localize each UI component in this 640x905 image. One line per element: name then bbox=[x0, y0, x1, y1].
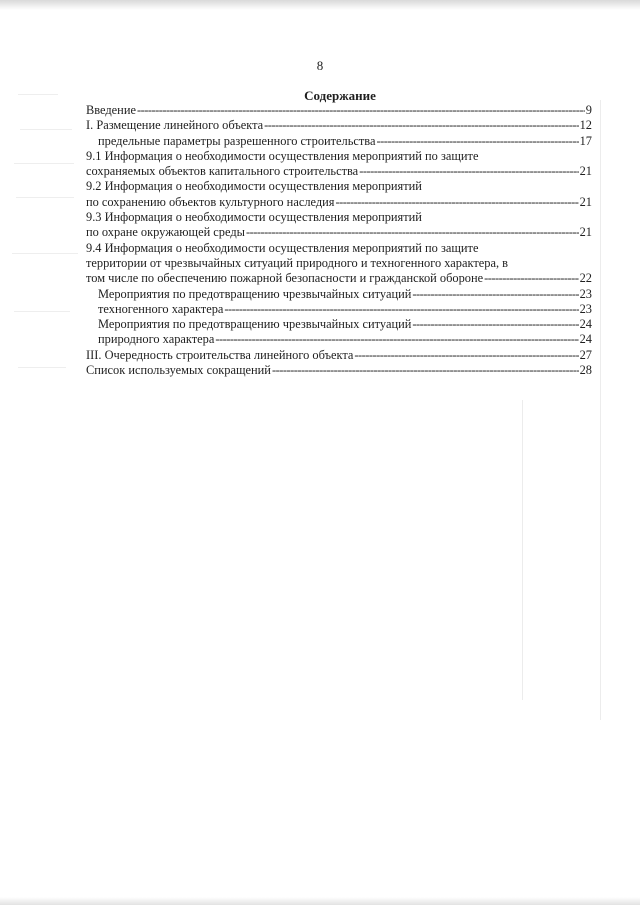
toc-entry-text: 9.1 Информация о необходимости осуществления мероприятий по защите bbox=[86, 148, 479, 163]
toc-entry-page: 23 bbox=[579, 301, 592, 316]
toc-dot-leader bbox=[137, 103, 585, 118]
toc-entry bbox=[86, 179, 592, 194]
toc-entry-page: 21 bbox=[579, 164, 592, 179]
toc-entry-text: том числе по обеспечению пожарной безопасности и гражданской обороне bbox=[86, 271, 484, 286]
toc-dot-leader bbox=[335, 195, 578, 210]
toc-entry-page: 27 bbox=[579, 347, 592, 362]
toc-entry-text: территории от чрезвычайных ситуаций природного и техногенного характера, в bbox=[86, 255, 509, 270]
toc-entry-page: 24 bbox=[579, 317, 592, 332]
toc-dot-leader bbox=[354, 348, 578, 363]
toc-entry-text: по сохранению объектов культурного наследия bbox=[86, 194, 335, 209]
toc-entry bbox=[86, 103, 592, 118]
toc-entry-page: 9 bbox=[585, 103, 592, 117]
toc-entry bbox=[86, 348, 592, 363]
bleed-through-line bbox=[600, 100, 601, 720]
toc-dot-leader bbox=[272, 363, 579, 378]
toc-entry-text: 9.4 Информация о необходимости осуществления мероприятий по защите bbox=[86, 240, 479, 255]
toc-entry bbox=[86, 210, 592, 225]
toc-dot-leader bbox=[377, 134, 579, 149]
toc-entry-page: 12 bbox=[579, 118, 592, 133]
toc-entry-page: 28 bbox=[579, 363, 592, 378]
toc-entry bbox=[86, 332, 592, 347]
toc-entry bbox=[86, 256, 592, 271]
bleed-through-mark bbox=[16, 197, 74, 198]
toc-entry bbox=[86, 317, 592, 332]
toc-entry-page: 17 bbox=[579, 133, 592, 148]
toc-dot-leader bbox=[359, 164, 578, 179]
toc-dot-leader bbox=[484, 271, 579, 286]
toc-entry bbox=[86, 195, 592, 210]
toc-entry-text: сохраняемых объектов капитального строительства bbox=[86, 164, 359, 179]
toc-entry-text: 9.3 Информация о необходимости осуществления мероприятий bbox=[86, 210, 422, 225]
toc-entry bbox=[86, 241, 592, 256]
bleed-through-mark bbox=[20, 129, 72, 130]
toc-entry bbox=[86, 118, 592, 133]
toc-dot-leader bbox=[264, 118, 578, 133]
toc-dot-leader bbox=[412, 287, 578, 302]
toc-entry-text: I. Размещение линейного объекта bbox=[86, 118, 264, 133]
toc-entry-text: предельные параметры разрешенного строительства bbox=[98, 133, 376, 148]
toc-entry-text: Список используемых сокращений bbox=[86, 363, 271, 378]
toc-dot-leader bbox=[224, 302, 578, 317]
toc-dot-leader bbox=[215, 332, 578, 347]
toc-entry-text: техногенного характера bbox=[98, 301, 224, 316]
toc-entry-text: 9.2 Информация о необходимости осуществления мероприятий bbox=[86, 179, 422, 194]
toc-entry-text: III. Очередность строительства линейного объекта bbox=[86, 347, 354, 362]
page-number: 8 bbox=[316, 58, 324, 73]
bleed-through-mark bbox=[14, 163, 74, 164]
toc-entry-text: Мероприятия по предотвращению чрезвычайных ситуаций bbox=[98, 317, 412, 332]
toc-entry bbox=[86, 225, 592, 240]
toc-entry-text: Введение bbox=[86, 103, 136, 117]
toc-entry bbox=[86, 363, 592, 378]
bleed-through-mark bbox=[18, 367, 66, 368]
toc-entry-page: 21 bbox=[579, 225, 592, 240]
toc-entry-text: природного характера bbox=[98, 332, 215, 347]
toc-entry bbox=[86, 302, 592, 317]
bleed-through-mark bbox=[14, 311, 70, 312]
table-of-contents bbox=[86, 103, 592, 378]
toc-dot-leader bbox=[412, 317, 578, 332]
bleed-through-line bbox=[522, 400, 523, 700]
toc-entry bbox=[86, 149, 592, 164]
toc-entry-text: по охране окружающей среды bbox=[86, 225, 245, 240]
toc-entry bbox=[86, 134, 592, 149]
toc-entry bbox=[86, 271, 592, 286]
toc-entry-text: Мероприятия по предотвращению чрезвычайных ситуаций bbox=[98, 286, 412, 301]
toc-entry-page: 22 bbox=[579, 271, 592, 286]
toc-title: Содержание bbox=[304, 88, 376, 103]
toc-entry bbox=[86, 164, 592, 179]
toc-entry-page: 23 bbox=[579, 286, 592, 301]
toc-entry-page: 21 bbox=[579, 194, 592, 209]
bleed-through-mark bbox=[12, 253, 78, 254]
toc-entry bbox=[86, 287, 592, 302]
toc-dot-leader bbox=[246, 225, 579, 240]
scan-edge-top bbox=[0, 0, 640, 10]
scan-edge-bottom bbox=[0, 897, 640, 905]
toc-entry-page: 24 bbox=[579, 332, 592, 347]
